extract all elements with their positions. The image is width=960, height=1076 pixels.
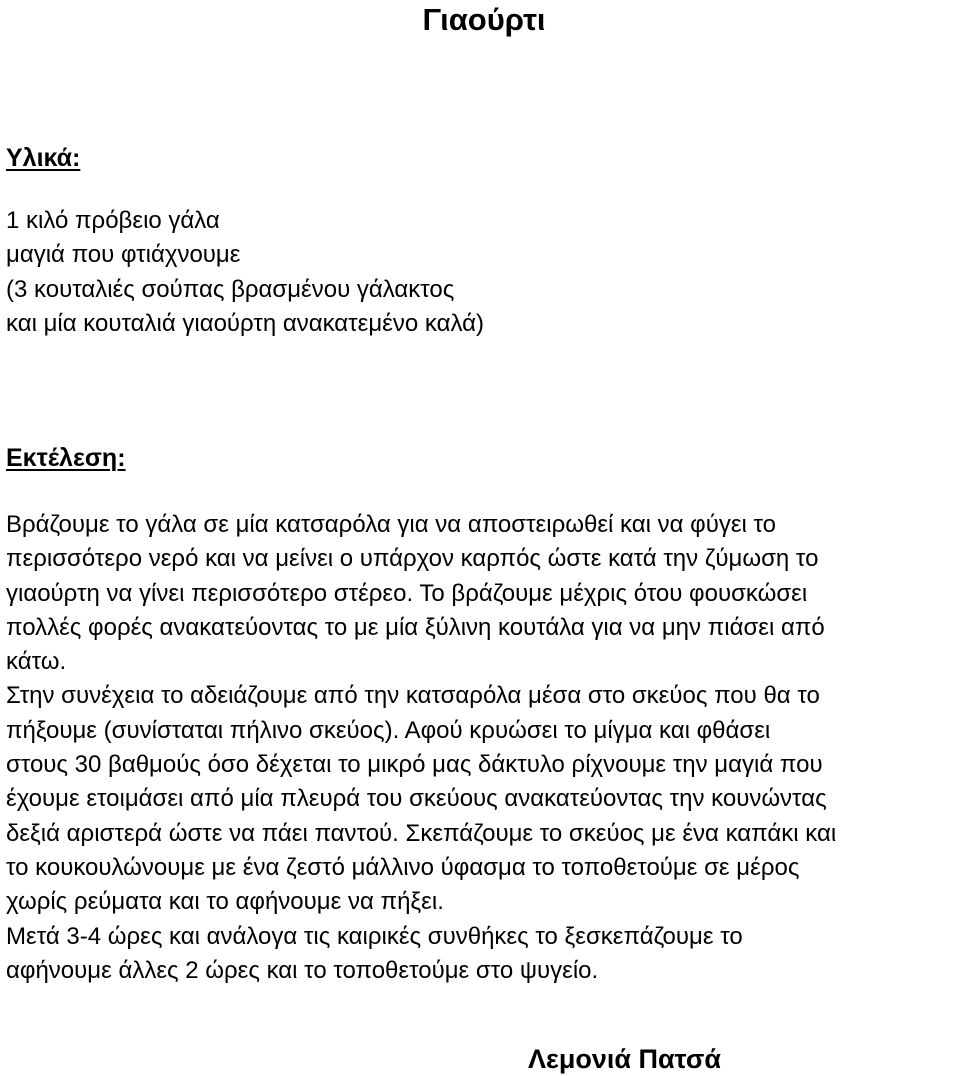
ingredients-heading: Υλικά: <box>6 144 81 172</box>
method-line: Στην συνέχεια το αδειάζουμε από την κατσαρόλα μέσα στο σκεύος που θα το <box>6 682 820 710</box>
method-line: δεξιά αριστερά ώστε να πάει παντού. Σκεπάζουμε το σκεύος με ένα καπάκι και <box>6 819 837 847</box>
page-title: Γιαούρτι <box>422 2 546 37</box>
method-line: χωρίς ρεύματα και το αφήνουμε να πήξει. <box>6 888 444 916</box>
method-line: πήξουμε (συνίσταται πήλινο σκεύος). Αφού κρυώσει το μίγμα και φθάσει <box>6 716 771 744</box>
method-heading: Εκτέλεση: <box>6 444 126 472</box>
method-line: κάτω. <box>6 648 67 676</box>
method-line: αφήνουμε άλλες 2 ώρες και το τοποθετούμε στο ψυγείο. <box>6 956 599 984</box>
method-line: Μετά 3-4 ώρες και ανάλογα τις καιρικές συνθήκες το ξεσκεπάζουμε το <box>6 922 743 950</box>
ingredient-line: 1 κιλό πρόβειο γάλα <box>6 207 220 234</box>
method-line: το κουκουλώνουμε με ένα ζεστό μάλλινο ύφασμα το τοποθετούμε σε μέρος <box>6 853 800 881</box>
method-line: περισσότερο νερό και να μείνει ο υπάρχον καρπός ώστε κατά την ζύμωση το <box>6 545 819 573</box>
ingredient-line: μαγιά που φτιάχνουμε <box>6 241 241 269</box>
ingredients-list <box>6 204 484 341</box>
method-line: στους 30 βαθμούς όσο δέχεται το μικρό μας δάκτυλο ρίχνουμε την μαγιά που <box>6 751 823 779</box>
author-signature: Λεμονιά Πατσά <box>528 1044 721 1074</box>
ingredient-line: και μία κουταλιά γιαούρτη ανακατεμένο καλά) <box>6 309 484 337</box>
method-line: Βράζουμε το γάλα σε μία κατσαρόλα για να αποστειρωθεί και να φύγει το <box>6 511 777 538</box>
method-text <box>6 508 836 988</box>
method-line: έχουμε ετοιμάσει από μία πλευρά του σκεύους ανακατεύοντας την κουνώντας <box>6 785 827 813</box>
method-line: γιαούρτη να γίνει περισσότερο στέρεο. Το βράζουμε μέχρις ότου φουσκώσει <box>6 579 808 607</box>
method-line: πολλές φορές ανακατεύοντας το με μία ξύλινη κουτάλα για να μην πιάσει από <box>6 613 825 641</box>
ingredient-line: (3 κουταλιές σούπας βρασμένου γάλακτος <box>6 275 455 303</box>
